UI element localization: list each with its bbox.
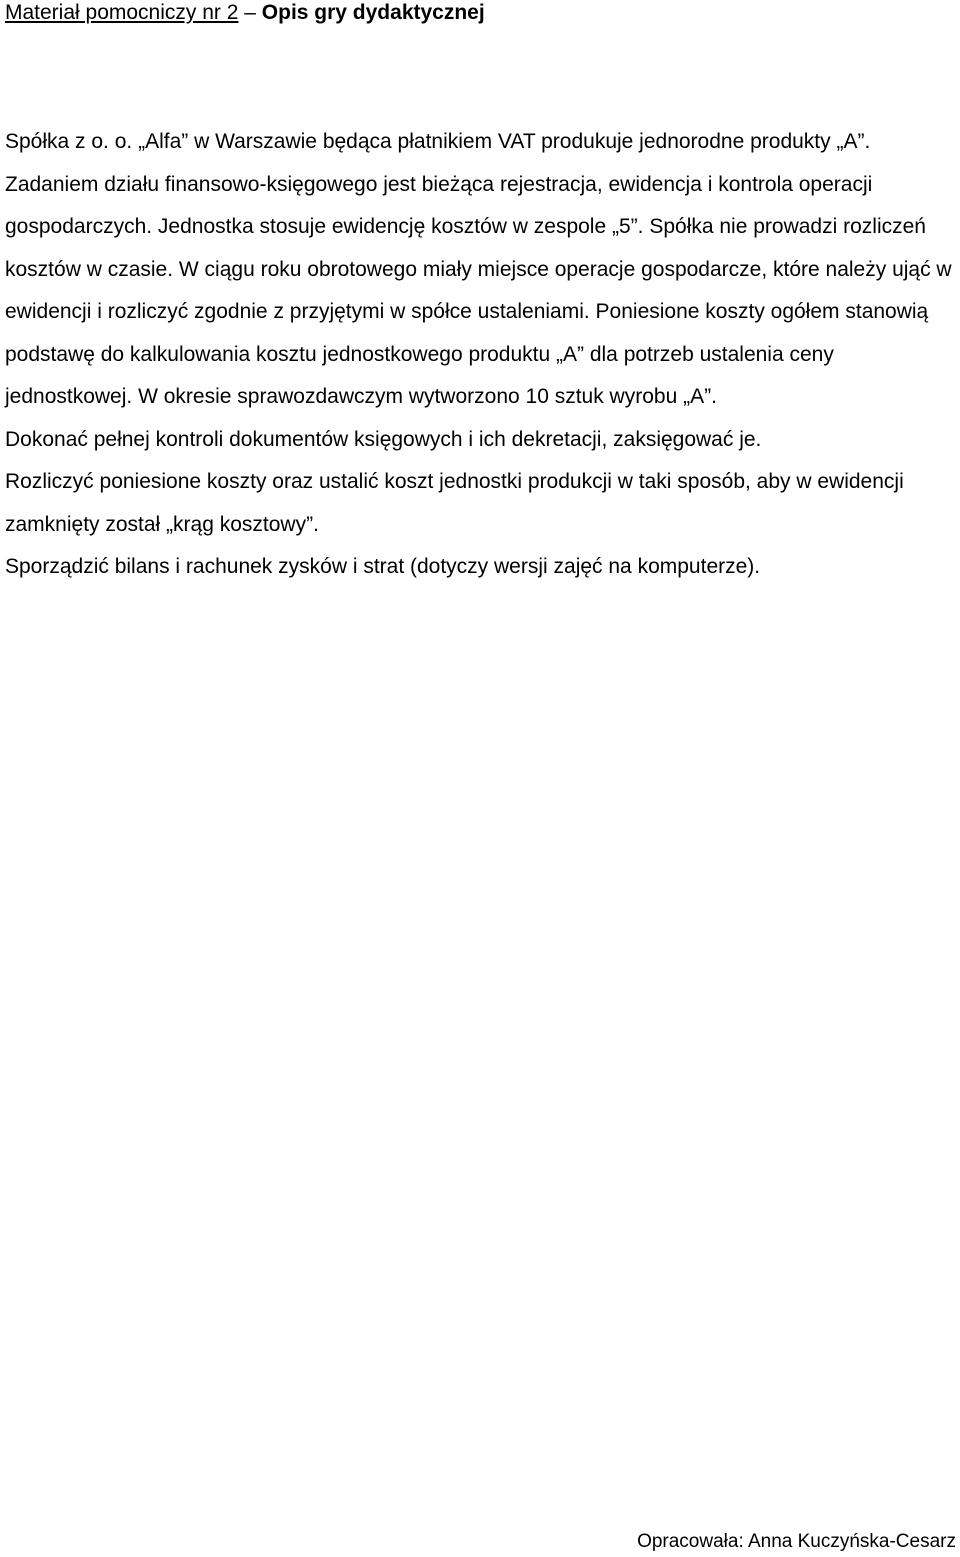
page-heading [5, 0, 485, 26]
paragraph-task-description: Zadaniem działu finansowo-księgowego jest bieżąca rejestracja, ewidencja i kontrola operacji gospodarczych. Jednostka stosuje ewidencję kosztów w zespole „5”. Spółka nie prowadzi rozliczeń kosztów w czasie. W ciągu roku obrotowego miały miejsce operacje gospodarcze, które należy ująć w ewidencji i rozliczyć zgodnie z przyjętymi w spółce ustaleniami. Poniesione koszty ogółem stanowią podstawę do kalkulowania kosztu jednostkowego produktu „A” dla potrzeb ustalenia ceny jednostkowej. W okresie sprawozdawczym wytworzono 10 sztuk wyrobu „A”. [5, 172, 952, 408]
heading-separator: – [238, 1, 262, 24]
document-body [5, 121, 960, 589]
page-title: Opis gry dydaktycznej [261, 1, 485, 24]
paragraph-control-instruction: Dokonać pełnej kontroli dokumentów księgowych i ich dekretacji, zaksięgować je. [5, 427, 762, 451]
heading-prefix: Materiał pomocniczy nr 2 [5, 1, 239, 24]
paragraph-company-intro: Spółka z o. o. „Alfa” w Warszawie będąca płatnikiem VAT produkuje jednorodne produkty „A”. [5, 130, 871, 153]
paragraph-settlement-instruction: Rozliczyć poniesione koszty oraz ustalić koszt jednostki produkcji w taki sposób, aby w ewidencji zamknięty został „krąg kosztowy”. [5, 470, 904, 536]
paragraph-balance-instruction: Sporządzić bilans i rachunek zysków i strat (dotyczy wersji zajęć na komputerze). [5, 555, 761, 578]
author-footer: Opracowała: Anna Kuczyńska-Cesarz [637, 1531, 956, 1552]
